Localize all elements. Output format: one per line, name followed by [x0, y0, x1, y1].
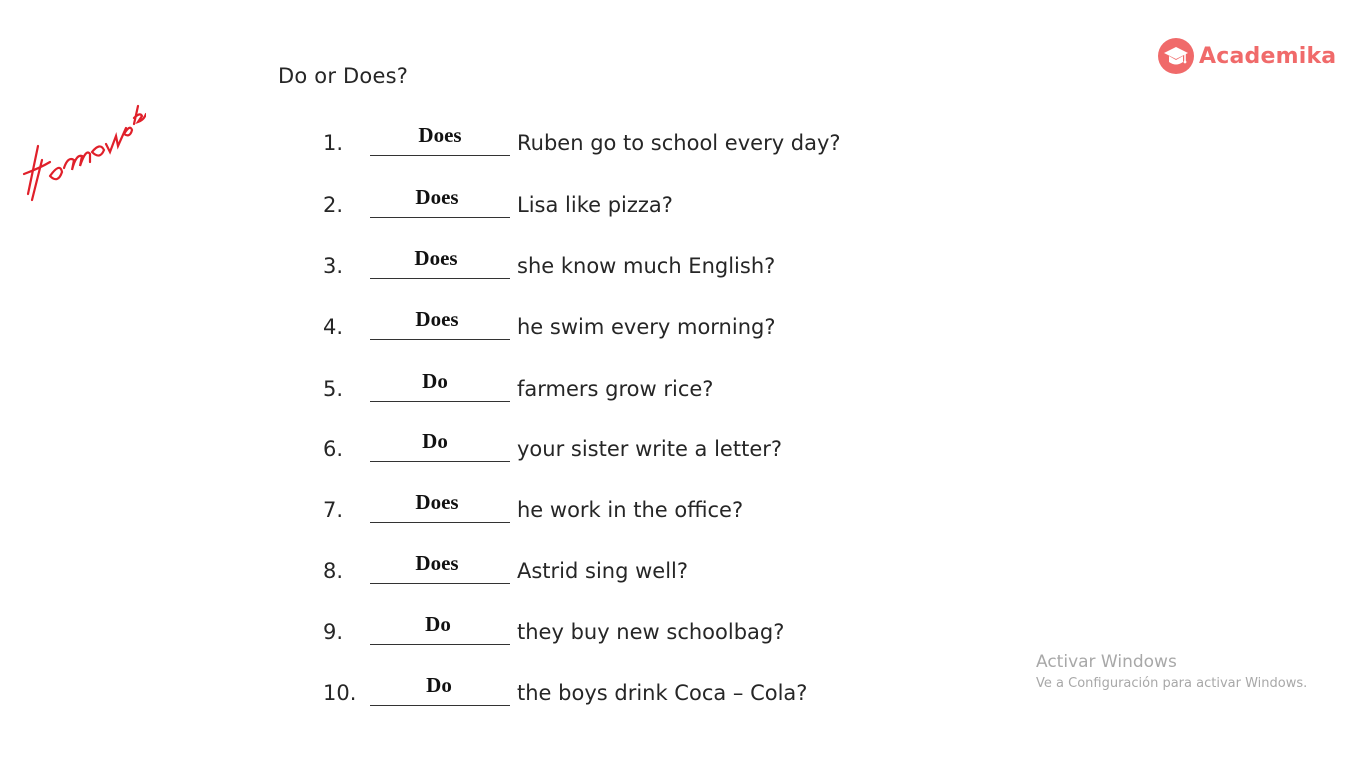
graduation-cap-icon: [1157, 37, 1195, 75]
question-text: farmers grow rice?: [517, 377, 714, 401]
answer-text: Do: [425, 612, 451, 636]
question-row: [0, 610, 1000, 650]
question-text: she know much English?: [517, 254, 776, 278]
watermark-title: Activar Windows: [1036, 652, 1177, 672]
answer-blank: [370, 367, 510, 402]
question-row: [0, 488, 1000, 528]
answer-text: Does: [414, 246, 458, 270]
answer-text: Does: [415, 490, 459, 514]
question-row: [0, 549, 1000, 589]
question-number: 10.: [323, 681, 357, 705]
question-text: he work in the office?: [517, 498, 744, 522]
question-row: [0, 121, 1000, 161]
question-text: Ruben go to school every day?: [517, 131, 841, 155]
answer-blank: [370, 183, 510, 218]
answer-blank: [370, 305, 510, 340]
question-text: Lisa like pizza?: [517, 193, 673, 217]
worksheet-title: Do or Does?: [278, 64, 409, 88]
question-number: 1.: [323, 131, 344, 155]
question-row: [0, 305, 1000, 345]
question-text: the boys drink Coca – Cola?: [517, 681, 808, 705]
answer-text: Does: [418, 123, 462, 147]
question-row: [0, 244, 1000, 284]
answer-blank: [370, 671, 510, 706]
question-number: 8.: [323, 559, 344, 583]
logo-text: Academika: [1199, 43, 1337, 69]
academika-logo: [1157, 36, 1336, 76]
answer-text: Do: [426, 673, 452, 697]
windows-activation-watermark: [1036, 651, 1307, 694]
question-number: 7.: [323, 498, 344, 522]
answer-text: Do: [422, 429, 448, 453]
question-number: 4.: [323, 315, 344, 339]
answer-blank: [370, 610, 510, 645]
question-number: 5.: [323, 377, 344, 401]
question-number: 3.: [323, 254, 344, 278]
question-text: he swim every morning?: [517, 315, 776, 339]
answer-blank: [370, 244, 510, 279]
question-row: [0, 671, 1000, 711]
question-text: your sister write a letter?: [517, 437, 783, 461]
question-row: [0, 183, 1000, 223]
question-number: 9.: [323, 620, 344, 644]
question-row: [0, 427, 1000, 467]
answer-text: Do: [422, 369, 448, 393]
answer-text: Does: [415, 551, 459, 575]
answer-blank: [370, 121, 510, 156]
question-number: 6.: [323, 437, 344, 461]
answer-blank: [370, 427, 510, 462]
question-number: 2.: [323, 193, 344, 217]
question-text: Astrid sing well?: [517, 559, 689, 583]
question-text: they buy new schoolbag?: [517, 620, 785, 644]
watermark-subtitle: Ve a Configuración para activar Windows.: [1036, 676, 1308, 691]
answer-blank: [370, 549, 510, 584]
question-row: [0, 367, 1000, 407]
answer-blank: [370, 488, 510, 523]
answer-text: Does: [415, 185, 459, 209]
answer-text: Does: [415, 307, 459, 331]
